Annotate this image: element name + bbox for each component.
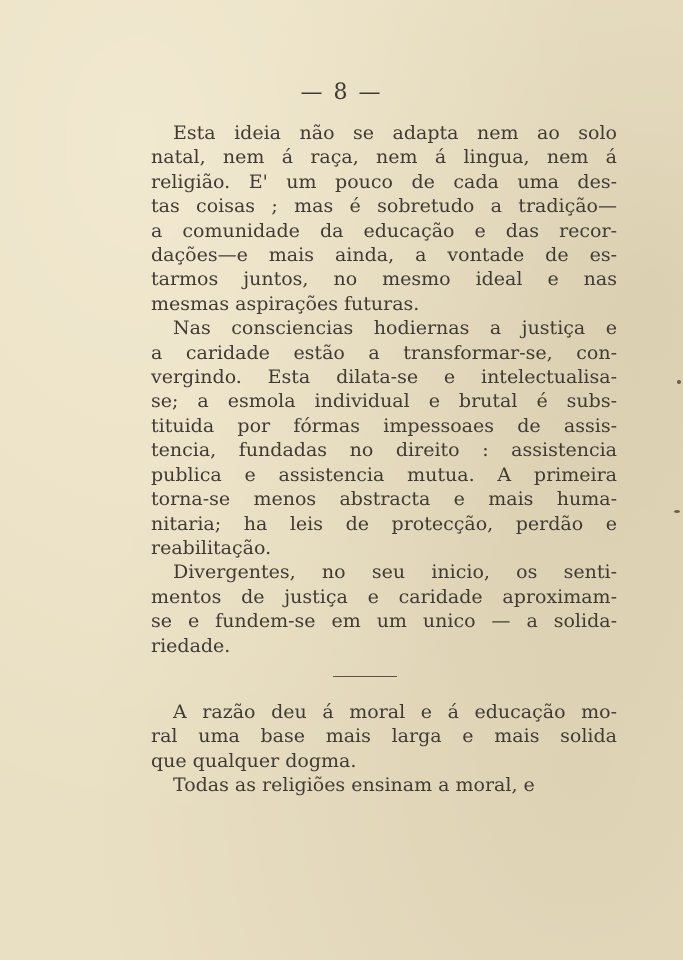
paragraph	[151, 773, 617, 797]
paragraph	[151, 560, 617, 658]
text-line: vergindo. Esta dilata-se e intelectualisa-	[151, 366, 617, 389]
text-line: Esta ideia não se adapta nem ao solo	[173, 122, 617, 144]
text-line: que qualquer dogma.	[151, 749, 357, 772]
section-divider	[333, 676, 397, 677]
text-line: A razão deu á moral e á educação mo-	[173, 701, 617, 723]
text-line: natal, nem á raça, nem á lingua, nem á	[151, 146, 617, 169]
text-line: tencia, fundadas no direito : assistencia	[151, 439, 617, 462]
text-line: a caridade estão a transformar-se, con-	[151, 341, 617, 364]
text-line: tituida por fórmas impessoaes de assis-	[151, 414, 617, 437]
text-line: Nas consciencias hodiernas a justiça e	[173, 317, 617, 340]
text-line: se e fundem-se em um unico — a solida-	[151, 610, 617, 633]
text-line: se; a esmola individual e brutal é subs-	[151, 390, 617, 413]
text-line: torna-se menos abstracta e mais huma-	[151, 488, 617, 511]
text-section-1	[151, 121, 617, 658]
text-line: reabilitação.	[151, 536, 272, 559]
paragraph	[151, 121, 617, 316]
text-line: Todas as religiões ensinam a moral, e	[173, 774, 535, 797]
paragraph	[151, 316, 617, 560]
text-line: tas coisas ; mas é sobretudo a tradição—	[151, 195, 617, 218]
text-line: dações—e mais ainda, a vontade de es-	[151, 244, 617, 267]
text-line: tarmos juntos, no mesmo ideal e nas	[151, 268, 617, 291]
text-line: publica e assistencia mutua. A primeira	[151, 463, 617, 486]
text-line: ral uma base mais larga e mais solida	[151, 725, 617, 748]
text-line: nitaria; ha leis de protecção, perdão e	[151, 512, 617, 535]
text-line: religião. E' um pouco de cada uma des-	[151, 170, 617, 193]
text-line: a comunidade da educação e das recor-	[151, 219, 617, 242]
text-line: mesmas aspirações futuras.	[151, 292, 420, 315]
paper-speck	[674, 510, 680, 513]
paragraph	[151, 700, 617, 773]
text-line: mentos de justiça e caridade aproximam-	[151, 585, 617, 608]
text-line: riedade.	[151, 634, 231, 657]
text-line: Divergentes, no seu inicio, os senti-	[173, 561, 617, 584]
text-section-2	[151, 700, 617, 798]
paper-speck	[677, 380, 681, 384]
page-number: — 8 —	[300, 80, 383, 105]
